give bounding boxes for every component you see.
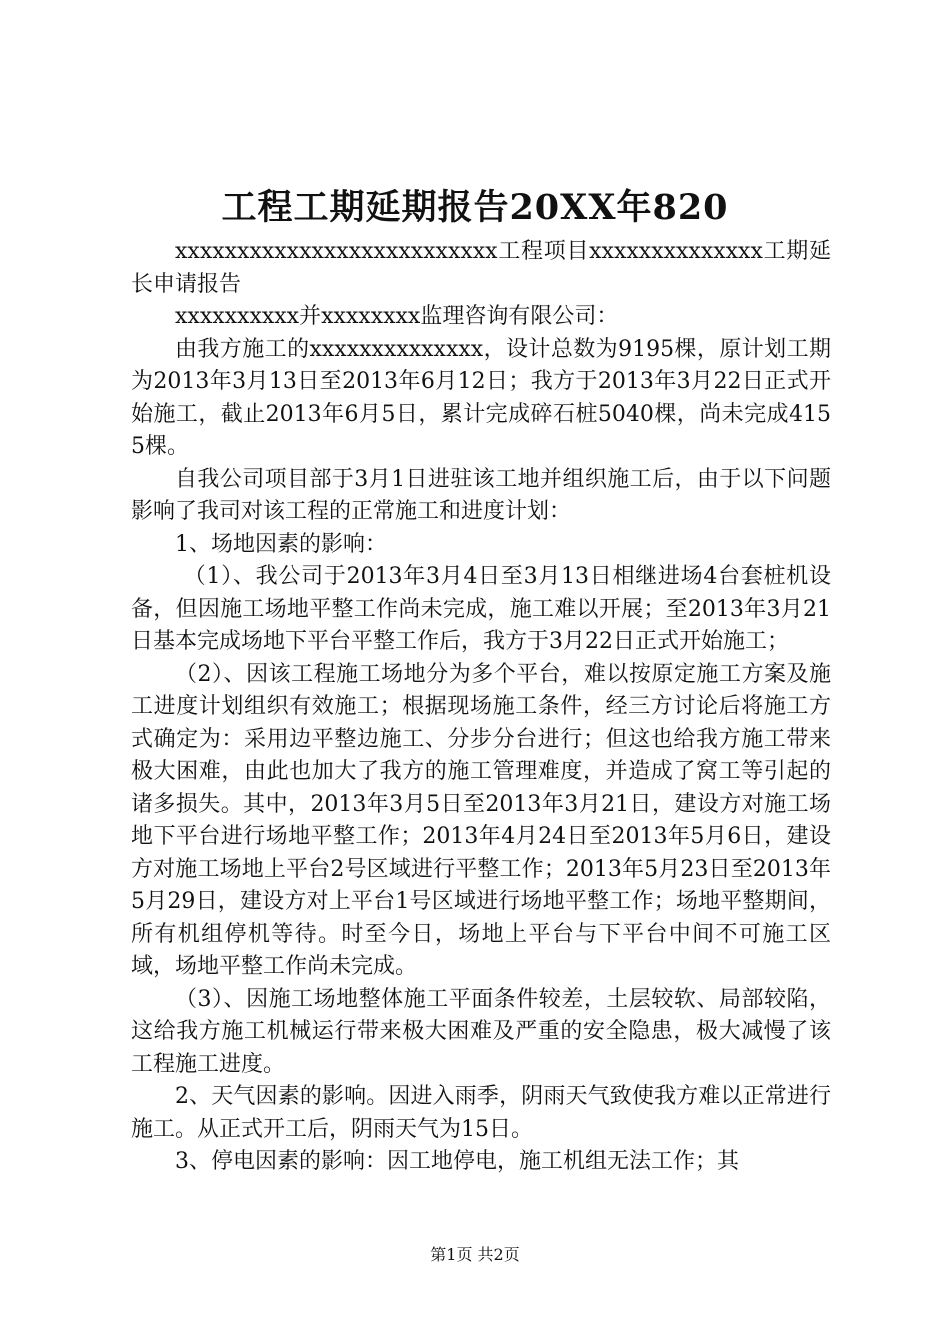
- document-body: [131, 236, 831, 1179]
- paragraph-site-item-3: （3）、因施工场地整体施工平面条件较差，土层较软、局部较陷，这给我方施工机械运行带来极大困难及严重的安全隐患，极大减慢了该工程施工进度。: [131, 986, 831, 1077]
- paragraph-weather-factors: 2、天气因素的影响。因进入雨季，阴雨天气致使我方难以正常进行施工。从正式开工后，阴雨天气为15日。: [131, 1084, 831, 1142]
- page-footer: 第1页 共2页: [430, 1245, 520, 1264]
- paragraph-addressee: xxxxxxxxxx并xxxxxxxx监理咨询有限公司：: [175, 304, 619, 329]
- paragraph-intro-reasons: 自我公司项目部于3月1日进驻该工地并组织施工后，由于以下问题影响了我司对该工程的正常施工和进度计划：: [131, 466, 831, 524]
- document-title: 工程工期延期报告20XX年820: [221, 187, 729, 228]
- paragraph-site-item-2: （2）、因该工程施工场地分为多个平台，难以按原定施工方案及施工进度计划组织有效施工；根据现场施工条件，经三方讨论后将施工方式确定为：采用边平整边施工、分步分台进行；但这也给我方施工带来极大困难，由此也加大了我方的施工管理难度，并造成了窝工等引起的诸多损失。其中，2013年3月5日至2013年3月21日，建设方对施工场地下平台进行场地平整工作；2013年4月24日至2013年5月6日，建设方对施工场地上平台2号区域进行平整工作；2013年5月23日至2013年5月29日，建设方对上平台1号区域进行场地平整工作；场地平整期间，所有机组停机等待。时至今日，场地上平台与下平台中间不可施工区域，场地平整工作尚未完成。: [131, 661, 831, 979]
- paragraph-overview: 由我方施工的xxxxxxxxxxxxxx，设计总数为9195棵，原计划工期为2013年3月13日至2013年6月12日；我方于2013年3月22日正式开始施工，截止2013年6月5日，累计完成碎石桩5040棵，尚未完成4155棵。: [131, 336, 831, 459]
- paragraph-heading-line: xxxxxxxxxxxxxxxxxxxxxxxxxx工程项目xxxxxxxxxxxxxx工期延长申请报告: [131, 239, 831, 297]
- paragraph-site-factors: 1、场地因素的影响：: [175, 531, 387, 557]
- paragraph-site-item-1: （1）、我公司于2013年3月4日至3月13日相继进场4台套桩机设备，但因施工场地平整工作尚未完成，施工难以开展；至2013年3月21日基本完成场地下平台平整工作后，我方于3月22日正式开始施工；: [131, 564, 831, 654]
- paragraph-power-factors: 3、停电因素的影响：因工地停电，施工机组无法工作；其: [175, 1149, 739, 1174]
